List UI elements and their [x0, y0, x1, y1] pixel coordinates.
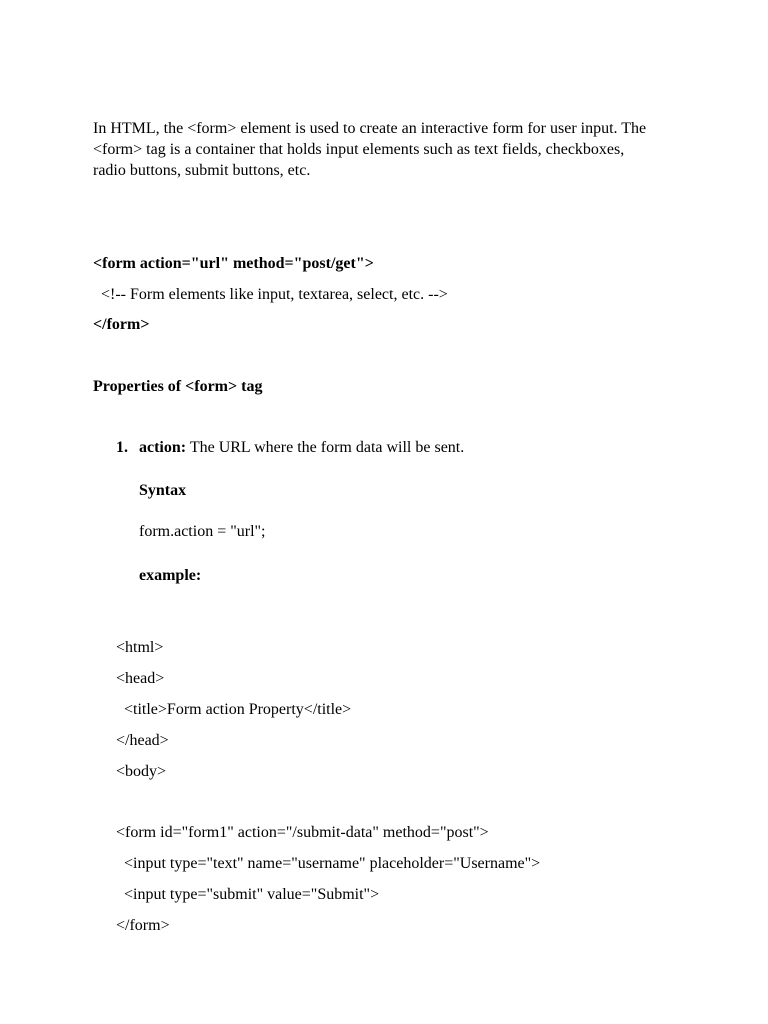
code-line: </form>: [116, 917, 170, 934]
code-line: </head>: [116, 732, 169, 749]
code-line: <input type="text" name="username" placeholder="Username">: [116, 855, 541, 872]
form-close-tag: </form>: [93, 316, 150, 333]
code-line: <input type="submit" value="Submit">: [116, 886, 380, 903]
syntax-label: Syntax: [139, 482, 187, 499]
list-number: 1.: [116, 439, 128, 456]
code-line: <form id="form1" action="/submit-data" method="post">: [116, 824, 489, 841]
code-line: <head>: [116, 670, 165, 687]
code-line: <body>: [116, 763, 167, 780]
example-label: example:: [139, 567, 202, 584]
list-item-term: action:: [139, 439, 187, 456]
properties-heading: Properties of <form> tag: [93, 378, 263, 395]
code-line: <title>Form action Property</title>: [116, 701, 352, 718]
code-line: <html>: [116, 639, 164, 656]
form-open-tag: <form action="url" method="post/get">: [93, 255, 374, 272]
syntax-code: form.action = "url";: [139, 523, 266, 540]
list-item-action: [139, 437, 464, 458]
intro-paragraph: In HTML, the <form> element is used to create an interactive form for user input. The <form> tag is a container that holds input elements such as text fields, checkboxes, radio buttons, submit buttons, etc.: [93, 120, 647, 179]
form-comment: <!-- Form elements like input, textarea, select, etc. -->: [93, 286, 448, 303]
list-item-description: The URL where the form data will be sent.: [186, 439, 465, 456]
